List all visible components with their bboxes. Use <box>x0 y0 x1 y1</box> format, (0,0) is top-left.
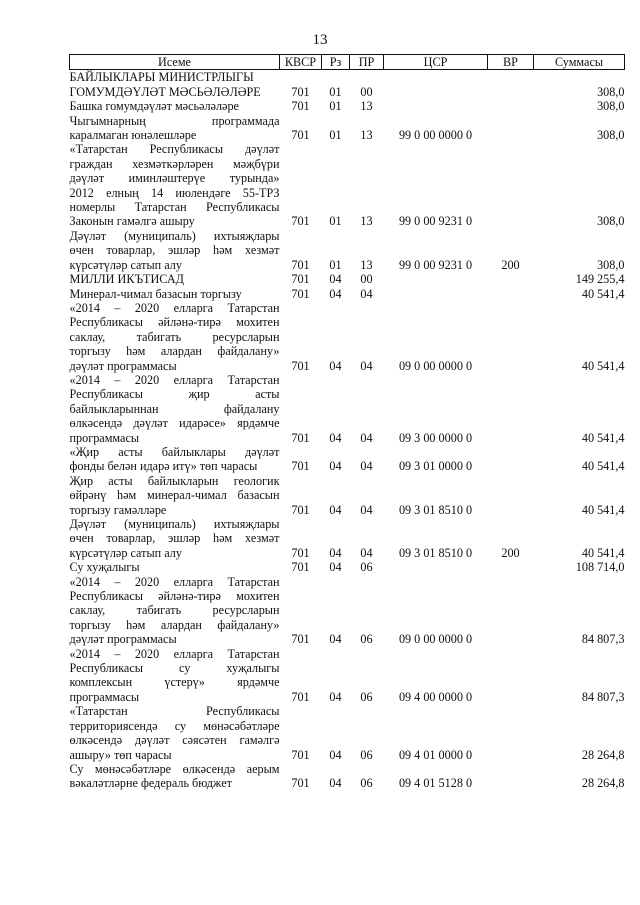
row-name <box>70 301 280 373</box>
row-csr <box>384 85 488 99</box>
row-kvsr: 701 <box>291 128 310 143</box>
row-name <box>70 445 280 474</box>
row-csr: 09 0 00 0000 0 <box>398 632 473 647</box>
row-vr <box>488 575 534 647</box>
row-csr <box>384 70 488 85</box>
row-pr: 06 <box>360 632 373 647</box>
row-pr: 04 <box>360 358 373 373</box>
row-name-line: «2014 – 2020 елларга Татарстан <box>69 300 280 315</box>
row-vr <box>488 704 534 762</box>
header-sum: Суммасы <box>534 55 625 70</box>
row-sum: 28 264,8 <box>581 747 625 762</box>
row-pr: 04 <box>360 502 373 517</box>
row-name-line: өчен товарлар, эшләр һәм хезмәт <box>69 531 280 546</box>
row-name <box>70 575 280 647</box>
row-kvsr: 701 <box>291 272 310 287</box>
row-pr: 04 <box>360 286 373 301</box>
row-name-line: Башка гомумдәүләт мәсьәләләре <box>69 99 239 114</box>
row-name-line: өлкәсендә дәүләт идарәсе» ярдәмче <box>69 416 280 431</box>
row-vr <box>488 287 534 301</box>
row-sum: 308,0 <box>597 99 625 114</box>
row-csr <box>384 99 488 113</box>
row-vr <box>488 560 534 574</box>
row-rz: 04 <box>329 430 342 445</box>
header-csr: ЦСР <box>384 55 488 70</box>
row-kvsr: 701 <box>291 632 310 647</box>
header-vr: ВР <box>488 55 534 70</box>
header-kvsr: КВСР <box>280 55 322 70</box>
row-name-line: Дәүләт (муниципаль) ихтыяҗлары <box>69 517 280 531</box>
table-row <box>70 445 625 474</box>
header-pr: ПР <box>350 55 384 70</box>
row-csr <box>384 272 488 286</box>
row-name <box>70 762 280 791</box>
row-name-line: Минерал-чимал базасын торгызу <box>69 286 242 301</box>
table-row <box>70 229 625 272</box>
row-name-line: территориясендә су мөнәсәбәтләре <box>69 718 280 733</box>
table-row <box>70 575 625 647</box>
row-name-line: торгызу гамәлләре <box>69 502 167 517</box>
table-row <box>70 647 625 705</box>
budget-table <box>69 54 625 791</box>
row-rz: 04 <box>329 459 342 474</box>
row-csr: 09 4 00 0000 0 <box>398 689 473 704</box>
row-csr: 09 4 01 0000 0 <box>398 747 473 762</box>
row-vr <box>488 114 534 143</box>
row-pr: 04 <box>360 545 373 560</box>
table-row <box>70 474 625 517</box>
table-row <box>70 301 625 373</box>
row-rz: 04 <box>329 776 342 791</box>
table-row <box>70 517 625 560</box>
row-name-line: «Җир асты байлыклары дәүләт <box>69 444 280 459</box>
row-kvsr: 701 <box>291 747 310 762</box>
row-pr: 00 <box>360 272 373 287</box>
row-name-line: граждан хезмәткәрләрен мәҗбүри <box>69 156 280 171</box>
row-rz: 01 <box>329 99 342 114</box>
row-kvsr: 701 <box>291 545 310 560</box>
row-kvsr: 701 <box>291 502 310 517</box>
row-name-line: фонды белән идарә итү» төп чарасы <box>69 459 258 474</box>
row-csr: 99 0 00 9231 0 <box>398 257 473 272</box>
row-name <box>70 142 280 228</box>
row-pr: 13 <box>360 99 373 114</box>
row-csr: 09 0 00 0000 0 <box>398 358 473 373</box>
row-sum: 40 541,4 <box>581 286 625 301</box>
header-name: Исеме <box>70 55 280 70</box>
row-csr: 09 3 01 0000 0 <box>398 459 473 474</box>
row-rz: 01 <box>329 257 342 272</box>
row-kvsr: 701 <box>291 286 310 301</box>
row-sum: 40 541,4 <box>581 545 625 560</box>
row-pr: 13 <box>360 214 373 229</box>
row-name <box>70 229 280 272</box>
row-csr: 09 4 01 5128 0 <box>398 776 473 791</box>
row-name <box>70 474 280 517</box>
row-name-line: күрсәтүләр сатып алу <box>69 545 182 560</box>
row-name-line: Су хуҗалыгы <box>69 560 140 575</box>
row-pr: 06 <box>360 747 373 762</box>
row-rz: 04 <box>329 502 342 517</box>
row-name-line: күрсәтүләр сатып алу <box>69 257 182 272</box>
table-row <box>70 70 625 85</box>
row-rz: 01 <box>329 128 342 143</box>
row-rz: 04 <box>329 747 342 762</box>
row-name <box>70 99 280 113</box>
page-number: 13 <box>312 32 328 48</box>
row-sum <box>534 70 625 85</box>
table-row <box>70 99 625 113</box>
row-csr <box>384 560 488 574</box>
row-vr <box>488 373 534 445</box>
row-name-line: «2014 – 2020 елларга Татарстан <box>69 574 280 589</box>
table-row <box>70 373 625 445</box>
row-pr: 04 <box>360 430 373 445</box>
row-csr: 09 3 01 8510 0 <box>398 502 473 517</box>
row-vr: 200 <box>501 545 520 560</box>
row-sum: 40 541,4 <box>581 430 625 445</box>
row-name-line: өчен товарлар, эшләр һәм хезмәт <box>69 243 280 258</box>
row-name-line: саклау, табигать ресурсларын <box>69 603 280 618</box>
row-vr <box>488 474 534 517</box>
row-rz: 04 <box>329 632 342 647</box>
row-name-line: Республикасы су хуҗалыгы <box>69 661 280 676</box>
row-vr <box>488 70 534 85</box>
row-pr: 00 <box>360 84 373 99</box>
row-name <box>70 114 280 143</box>
row-sum: 40 541,4 <box>581 459 625 474</box>
row-name-line: программасы <box>69 430 140 445</box>
row-pr: 13 <box>360 257 373 272</box>
table-body <box>70 70 625 791</box>
row-kvsr: 701 <box>291 214 310 229</box>
row-name <box>70 70 280 85</box>
row-sum: 40 541,4 <box>581 502 625 517</box>
row-kvsr: 701 <box>291 560 310 575</box>
table-row <box>70 114 625 143</box>
row-name-line: дәүләт программасы <box>69 358 177 373</box>
table-row <box>70 560 625 574</box>
row-kvsr: 701 <box>291 459 310 474</box>
row-vr <box>488 85 534 99</box>
row-sum: 84 807,3 <box>581 689 625 704</box>
row-name-line: торгызу һәм алардан файдалану» <box>69 344 280 359</box>
row-sum: 28 264,8 <box>581 776 625 791</box>
row-name-line: байлыкларыннан файдалану <box>69 401 280 416</box>
row-rz: 01 <box>329 84 342 99</box>
row-name-line: «2014 – 2020 елларга Татарстан <box>69 646 280 661</box>
row-name-line: МИЛЛИ ИКЪТИСАД <box>69 272 184 287</box>
row-rz: 04 <box>329 286 342 301</box>
row-sum: 108 714,0 <box>575 560 625 575</box>
row-name <box>70 704 280 762</box>
row-name <box>70 272 280 286</box>
row-name-line: 2012 елның 14 июлендәге 55-ТРЗ <box>69 185 280 200</box>
row-kvsr: 701 <box>291 776 310 791</box>
row-vr <box>488 762 534 791</box>
row-name-line: Дәүләт (муниципаль) ихтыяҗлары <box>69 228 280 243</box>
row-pr: 06 <box>360 689 373 704</box>
row-kvsr: 701 <box>291 430 310 445</box>
row-kvsr: 701 <box>291 689 310 704</box>
row-sum: 84 807,3 <box>581 632 625 647</box>
row-sum: 308,0 <box>597 84 625 99</box>
row-name-line: Җир асты байлыкларын геологик <box>69 473 280 488</box>
row-rz: 04 <box>329 545 342 560</box>
row-kvsr <box>280 70 322 85</box>
row-sum: 40 541,4 <box>581 358 625 373</box>
row-csr <box>384 287 488 301</box>
header-rz: Рз <box>322 55 350 70</box>
row-name <box>70 647 280 705</box>
row-name <box>70 287 280 301</box>
row-rz: 04 <box>329 560 342 575</box>
row-vr <box>488 99 534 113</box>
row-name-line: торгызу һәм алардан файдалану» <box>69 617 280 632</box>
row-sum: 308,0 <box>597 214 625 229</box>
row-name-line: Республикасы әйләнә-тирә мохитен <box>69 589 280 604</box>
row-name-line: Республикасы җир асты <box>69 387 280 402</box>
row-pr: 06 <box>360 776 373 791</box>
row-csr: 99 0 00 0000 0 <box>398 128 473 143</box>
row-pr: 04 <box>360 459 373 474</box>
row-rz: 04 <box>329 358 342 373</box>
row-vr <box>488 445 534 474</box>
row-rz: 04 <box>329 272 342 287</box>
row-rz <box>322 70 350 85</box>
row-name <box>70 560 280 574</box>
row-name-line: өлкәсендә дәүләт сәясәтен гамәлгә <box>69 733 280 748</box>
row-sum: 308,0 <box>597 128 625 143</box>
row-vr <box>488 301 534 373</box>
row-vr <box>488 647 534 705</box>
row-name-line: дәүләт программасы <box>69 632 177 647</box>
row-vr: 200 <box>501 257 520 272</box>
row-name-line: ГОМУМДӘҮЛӘТ МӘСЬӘЛӘЛӘРЕ <box>69 84 261 99</box>
row-name-line: вәкаләтләрне федераль бюджет <box>69 776 232 791</box>
row-pr: 13 <box>360 128 373 143</box>
table-row <box>70 142 625 228</box>
row-kvsr: 701 <box>291 257 310 272</box>
table-row <box>70 272 625 286</box>
row-kvsr: 701 <box>291 99 310 114</box>
row-name-line: «2014 – 2020 елларга Татарстан <box>69 372 280 387</box>
row-sum: 308,0 <box>597 257 625 272</box>
table-row <box>70 287 625 301</box>
row-csr: 09 3 00 0000 0 <box>398 430 473 445</box>
row-name-line: ашыру» төп чарасы <box>69 747 172 762</box>
table-header-row <box>70 55 625 70</box>
row-pr: 06 <box>360 560 373 575</box>
row-name-line: каралмаган юнәлешләре <box>69 128 197 143</box>
row-name-line: «Татарстан Республикасы дәүләт <box>69 142 280 157</box>
table-row <box>70 762 625 791</box>
row-vr <box>488 142 534 228</box>
row-csr: 09 3 01 8510 0 <box>398 545 473 560</box>
row-csr: 99 0 00 9231 0 <box>398 214 473 229</box>
row-name <box>70 373 280 445</box>
row-kvsr: 701 <box>291 84 310 99</box>
row-name-line: Чыгымнарның программада <box>69 113 280 128</box>
row-name <box>70 517 280 560</box>
row-name-line: Республикасы әйләнә-тирә мохитен <box>69 315 280 330</box>
row-name-line: программасы <box>69 689 140 704</box>
row-name-line: өйрәнү һәм минерал-чимал базасын <box>69 488 280 503</box>
row-name-line: дәүләт иминләштерүе турында» <box>69 171 280 186</box>
table-row <box>70 85 625 99</box>
row-name-line: номерлы Татарстан Республикасы <box>69 200 280 215</box>
row-name-line: саклау, табигать ресурсларын <box>69 329 280 344</box>
row-name-line: БАЙЛЫКЛАРЫ МИНИСТРЛЫГЫ <box>69 70 254 85</box>
row-rz: 01 <box>329 214 342 229</box>
row-sum: 149 255,4 <box>575 272 625 287</box>
row-pr <box>350 70 384 85</box>
row-name-line: комплексын үстерү» ярдәмче <box>69 675 280 690</box>
row-name-line: «Татарстан Республикасы <box>69 704 280 719</box>
row-rz: 04 <box>329 689 342 704</box>
row-name-line: Су мөнәсәбәтләре өлкәсендә аерым <box>69 761 280 776</box>
row-name <box>70 85 280 99</box>
row-kvsr: 701 <box>291 358 310 373</box>
row-vr <box>488 272 534 286</box>
row-name-line: Законын гамәлгә ашыру <box>69 214 195 229</box>
table-row <box>70 704 625 762</box>
